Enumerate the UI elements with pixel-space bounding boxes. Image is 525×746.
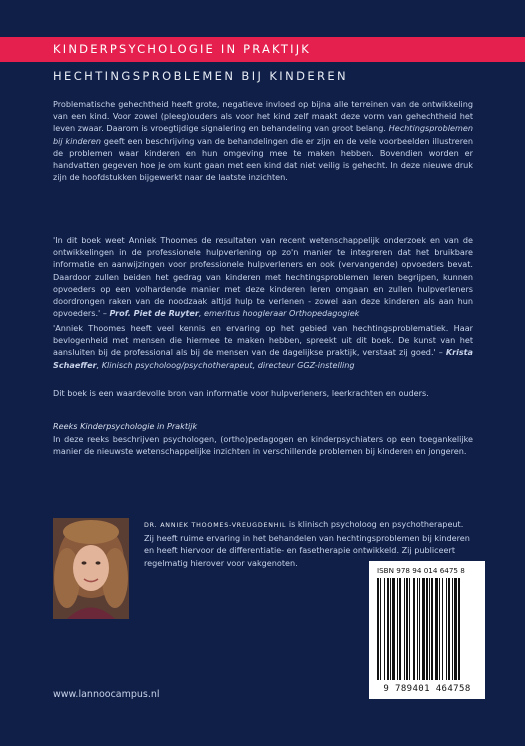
author-photo — [53, 518, 129, 619]
reeks-paragraph: In deze reeks beschrijven psychologen, (ortho)pedagogen en kinderpsychiaters op een toegankelijke manier de nieuwste wetenschappelijke inzichten in verschillende problemen bij kinderen en jongeren. — [53, 434, 473, 457]
summary-paragraph: Dit boek is een waardevolle bron van informatie voor hulpverleners, leerkrachten en ouders. — [53, 388, 429, 398]
barcode-box — [369, 561, 485, 699]
quote-de-ruyter: 'In dit boek weet Anniek Thoomes de resultaten van recent wetenschappelijk onderzoek en van de ontwikkelingen in de professionele hulpverlening op zo'n manier te integreren dat het bruikbare informatie en aanwijzingen voor professionele hulpverleners en ook (vervangende) opvoeders bevat. Daardoor zullen beiden het gedrag van kinderen met hechtingsproblemen leren begrijpen, kunnen opvoeders op een volhardende manier met deze kinderen leren omgaan en zullen hulpverleners doordrongen raken van de noodzaak altijd hulp te verlenen - zowel aan deze kinderen als aan hun opvoeders.' – Prof. Piet de Ruyter, emeritus hoogleraar Orthopedagogiek — [53, 235, 473, 319]
reeks-heading: Reeks Kinderpsychologie in Praktijk — [53, 421, 198, 431]
publisher-website: www.lannoocampus.nl — [53, 689, 160, 700]
quote-schaeffer: 'Anniek Thoomes heeft veel kennis en ervaring op het gebied van hechtingsproblematiek. Haar bevlogenheid met mensen die hiermee te maken hebben, spreekt uit dit boek. De kunst van het aansluiten bij de professional als bij de mensen van de dagelijkse praktijk, verstaat zij goed.' – Krista Schaeffer, Klinisch psycholoog/psychotherapeut, directeur GGZ-instelling — [53, 323, 473, 370]
barcode-icon — [375, 578, 479, 682]
intro-paragraph: Problematische gehechtheid heeft grote, negatieve invloed op bijna alle terreinen van de ontwikkeling van een kind. Voor zowel (pleeg)ouders als voor het kind zelf maakt deze vorm van gehechtheid het leven zwaar. Daarom is vroegtijdige signalering en behandeling van groot belang. Hechtingsproblemen bij kinderen geeft een beschrijving van de behandelingen die er zijn en de vele voorbeelden illustreren de problemen waar kinderen en hun omgeving mee te maken hebben. Bovendien worden er handvatten gegeven hoe je om kunt gaan met een kind dat niet veilig is gehecht. In deze nieuwe druk zijn de hoofdstukken bijgewerkt naar de laatste inzichten. — [53, 99, 474, 183]
author-bio: DR. ANNIEK THOOMES-VREUGDENHIL is klinisch psycholoog en psychotherapeut. Zij heeft ruime ervaring in het behandelen van hechtingsproblemen bij kinderen en heeft hiervoor de differentiatie- en fasetherapie ontwikkeld. Zij publiceert regelmatig hierover voor vakgenoten. — [144, 519, 470, 568]
top-band — [0, 0, 525, 37]
isbn-label: ISBN 978 94 014 6475 8 — [377, 566, 465, 575]
barcode-number: 9 789401 464758 — [383, 684, 471, 694]
series-title: KINDERPSYCHOLOGIE IN PRAKTIJK — [53, 42, 312, 56]
author-portrait-icon — [53, 518, 129, 619]
book-title: HECHTINGSPROBLEMEN BIJ KINDEREN — [53, 69, 349, 83]
